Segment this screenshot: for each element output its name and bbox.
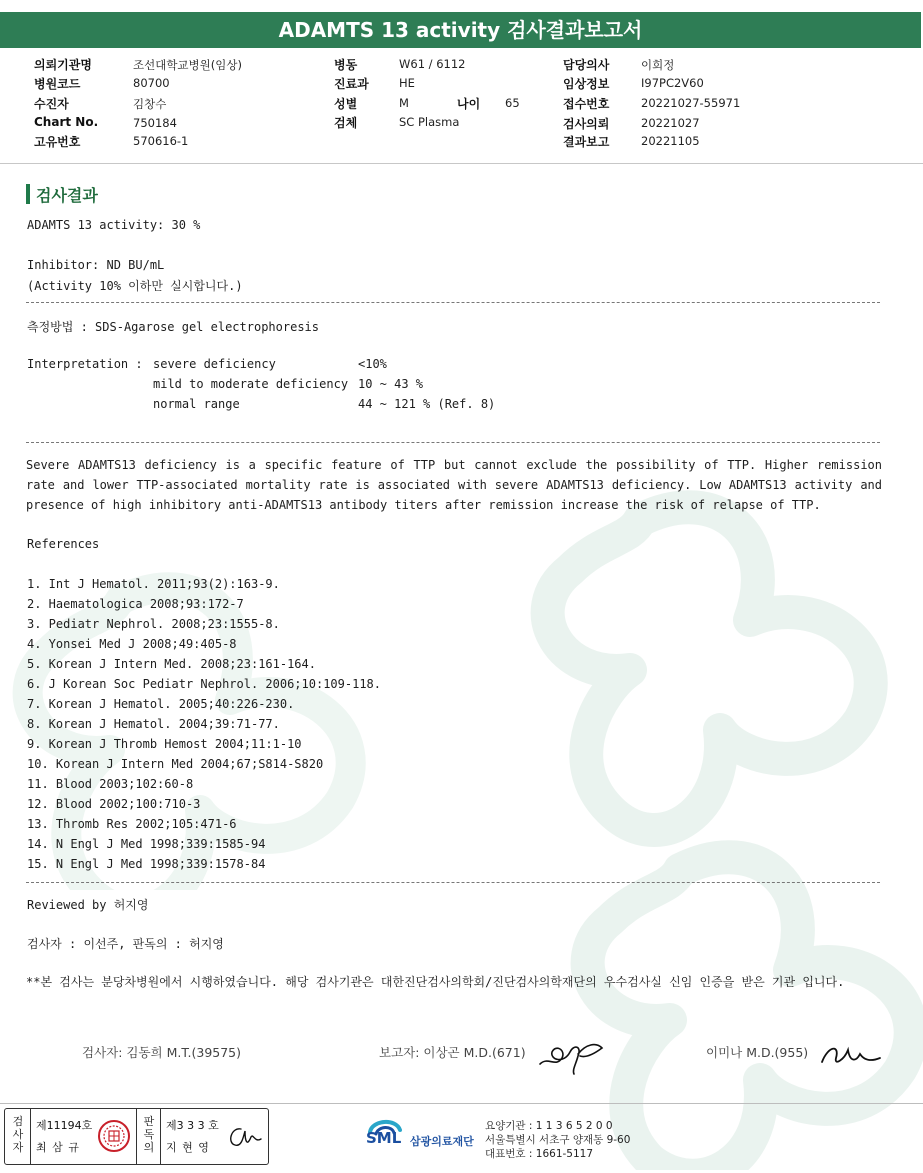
value-test-request-date: 20221027 <box>641 116 700 130</box>
doctor-signature-label: 이미나 M.D.(955) <box>706 1045 809 1060</box>
certification-stamp-box <box>4 1108 269 1165</box>
value-sex: M <box>399 96 409 110</box>
accreditation-notice: **본 검사는 분당차병원에서 시행하였습니다. 해당 검사기관은 대한진단검사의학회/진단검사의학재단의 우수검사실 신임 인증을 받은 기관 입니다. <box>26 975 845 989</box>
stamp-left-vertical-label: 검 사 자 <box>12 1115 24 1154</box>
label-patient-name: 수진자 <box>34 97 69 111</box>
value-hospital-code: 80700 <box>133 76 170 90</box>
value-chart-number: 750184 <box>133 116 177 130</box>
label-hospital-code: 병원코드 <box>34 77 81 91</box>
reviewed-by: Reviewed by 허지영 <box>27 898 149 912</box>
interpretation-category: mild to moderate deficiency <box>153 377 349 391</box>
footer-divider <box>0 1103 923 1104</box>
reference-item: 9. Korean J Thromb Hemost 2004;11:1-10 <box>27 737 302 751</box>
section-title: 검사결과 <box>36 186 98 205</box>
stamp-left-number: 제11194호 <box>36 1119 93 1132</box>
interpretation-range: 10 ~ 43 % <box>358 377 424 391</box>
label-ward: 병동 <box>334 58 358 72</box>
stamp-divider <box>160 1109 161 1164</box>
value-age: 65 <box>505 96 520 110</box>
section-accent-bar <box>26 184 30 204</box>
stamp-left-name: 최 삼 규 <box>36 1141 80 1154</box>
stamp-mid-number: 제3 3 3 호 <box>166 1119 219 1132</box>
reporter-handwritten-signature <box>534 1034 608 1076</box>
label-unique-id: 고유번호 <box>34 135 81 149</box>
label-result-report-date: 결과보고 <box>563 135 610 149</box>
stamp-handwritten-signature <box>225 1123 263 1151</box>
value-clinical-info: I97PC2V60 <box>641 76 704 90</box>
report-title: ADAMTS 13 activity 검사결과보고서 <box>0 12 921 48</box>
stamp-divider <box>30 1109 31 1164</box>
value-patient-name: 김창수 <box>133 97 167 111</box>
value-result-report-date: 20221105 <box>641 134 700 148</box>
value-department: HE <box>399 76 415 90</box>
stamp-divider <box>136 1109 137 1164</box>
red-seal-icon <box>97 1119 131 1153</box>
label-sex: 성별 <box>334 97 358 111</box>
label-age: 나이 <box>457 97 481 111</box>
label-requesting-institution: 의뢰기관명 <box>34 58 92 72</box>
reference-item: 10. Korean J Intern Med 2004;67;S814-S820 <box>27 757 324 771</box>
inhibitor-result: Inhibitor: ND BU/mL <box>27 258 165 272</box>
value-unique-id: 570616-1 <box>133 134 189 148</box>
stamp-mid-vertical-label: 판 독 의 <box>143 1115 155 1154</box>
reference-item: 6. J Korean Soc Pediatr Nephrol. 2006;10:109-118. <box>27 677 382 691</box>
value-ward: W61 / 6112 <box>399 57 466 71</box>
organization-address: 서울특별시 서초구 양재동 9-60 <box>485 1134 631 1146</box>
value-attending-doctor: 이희정 <box>641 58 675 72</box>
doctor-handwritten-signature <box>818 1036 884 1070</box>
reference-item: 12. Blood 2002;100:710-3 <box>27 797 201 811</box>
interpretation-category: normal range <box>153 397 240 411</box>
reference-item: 8. Korean J Hematol. 2004;39:71-77. <box>27 717 280 731</box>
label-chart-number: Chart No. <box>34 115 99 129</box>
interpretation-range: <10% <box>358 357 387 371</box>
label-clinical-info: 임상정보 <box>563 77 610 91</box>
organization-name: 삼광의료재단 <box>410 1135 474 1148</box>
dashed-divider <box>26 882 880 883</box>
value-receipt-number: 20221027-55971 <box>641 96 741 110</box>
reporter-signature-label: 보고자: 이상곤 M.D.(671) <box>379 1045 526 1060</box>
label-specimen: 검체 <box>334 116 358 130</box>
reference-item: 2. Haematologica 2008;93:172-7 <box>27 597 244 611</box>
label-attending-doctor: 담당의사 <box>563 58 610 72</box>
stamp-mid-name: 지 현 영 <box>166 1141 210 1154</box>
activity-result: ADAMTS 13 activity: 30 % <box>27 218 201 232</box>
inhibitor-note: (Activity 10% 이하만 실시합니다.) <box>27 279 243 293</box>
interpretation-paragraph: Severe ADAMTS13 deficiency is a specific feature of TTP but cannot exclude the possibility of TTP. Higher remission rate and lower TTP-associated mortality rate is associated with severe ADAMTS13 deficiency. Low ADAMTS13 activity and presence of high inhibitory anti-ADAMTS13 antibody titers after remission increase the risk of relapse of TTP. <box>26 458 882 512</box>
reference-item: 4. Yonsei Med J 2008;49:405-8 <box>27 637 237 651</box>
label-receipt-number: 접수번호 <box>563 97 610 111</box>
reference-item: 3. Pediatr Nephrol. 2008;23:1555-8. <box>27 617 280 631</box>
label-test-request-date: 검사의뢰 <box>563 117 610 131</box>
header-divider <box>0 163 923 164</box>
value-specimen: SC Plasma <box>399 115 460 129</box>
reference-item: 15. N Engl J Med 1998;339:1578-84 <box>27 857 266 871</box>
reference-item: 11. Blood 2003;102:60-8 <box>27 777 194 791</box>
reference-item: 7. Korean J Hematol. 2005;40:226-230. <box>27 697 295 711</box>
references-title: References <box>27 537 100 551</box>
reference-item: 14. N Engl J Med 1998;339:1585-94 <box>27 837 266 851</box>
reference-item: 1. Int J Hematol. 2011;93(2):163-9. <box>27 577 280 591</box>
tester-signature-label: 검사자: 김동희 M.T.(39575) <box>82 1045 242 1060</box>
reference-item: 5. Korean J Intern Med. 2008;23:161-164. <box>27 657 316 671</box>
method-line: 측정방법 : SDS-Agarose gel electrophoresis <box>27 320 320 334</box>
dashed-divider <box>26 302 880 303</box>
examiner-line: 검사자 : 이선주, 판독의 : 허지영 <box>27 937 224 951</box>
organization-code: 요양기관 : 1 1 3 6 5 2 0 0 <box>485 1120 613 1132</box>
logo-text: SML <box>366 1129 402 1147</box>
interpretation-range: 44 ~ 121 % (Ref. 8) <box>358 397 496 411</box>
interpretation-category: severe deficiency <box>153 357 276 371</box>
organization-phone: 대표번호 : 1661-5117 <box>485 1148 594 1160</box>
label-department: 진료과 <box>334 77 369 91</box>
value-requesting-institution: 조선대학교병원(임상) <box>133 58 242 72</box>
reference-item: 13. Thromb Res 2002;105:471-6 <box>27 817 237 831</box>
interpretation-label: Interpretation : <box>27 357 143 371</box>
dashed-divider <box>26 442 880 443</box>
